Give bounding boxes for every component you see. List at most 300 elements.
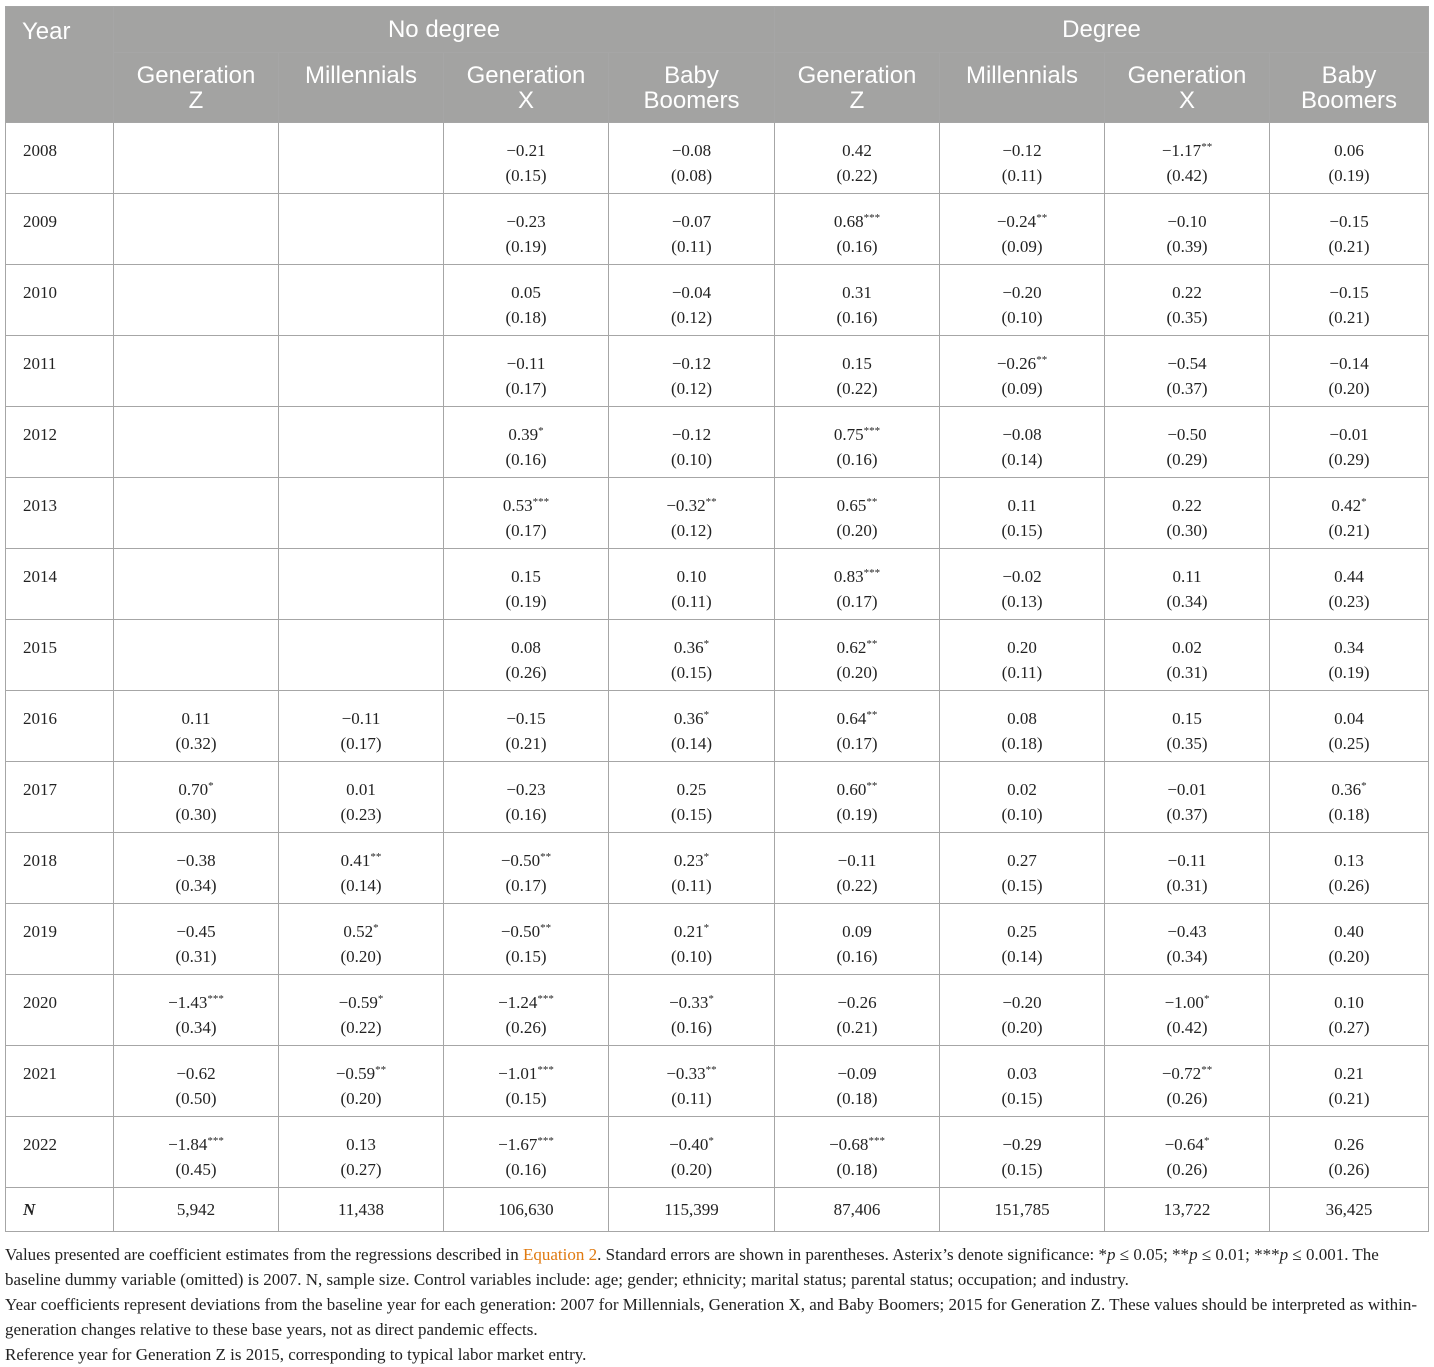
coefficient-value: 0.10 — [1334, 993, 1364, 1012]
standard-error: (0.37) — [1166, 805, 1208, 824]
coefficient-cell — [609, 762, 775, 833]
coefficient-value: 0.36 — [673, 638, 704, 657]
table-row — [6, 265, 1429, 336]
standard-error: (0.19) — [505, 592, 547, 611]
coefficient-cell — [1105, 123, 1270, 194]
standard-error: (0.21) — [1328, 521, 1370, 540]
coefficient-value: −0.72 — [1161, 1064, 1202, 1083]
significance-stars: * — [708, 993, 714, 1005]
standard-error: (0.16) — [836, 947, 878, 966]
coefficient-value: 0.25 — [1007, 922, 1037, 941]
standard-error: (0.11) — [671, 592, 712, 611]
standard-error: (0.22) — [836, 166, 878, 185]
table-row — [6, 762, 1429, 833]
standard-error: (0.18) — [1328, 805, 1370, 824]
coefficient-cell — [1270, 478, 1429, 549]
equation-2-link[interactable]: Equation 2 — [523, 1245, 598, 1264]
coefficient-cell — [444, 904, 609, 975]
coefficient-value: −0.33 — [669, 993, 709, 1012]
table-row — [6, 904, 1429, 975]
coefficient-cell — [1105, 833, 1270, 904]
coefficient-value: −0.14 — [1329, 354, 1369, 373]
no-degree-group-header: No degree — [114, 7, 775, 53]
significance-stars: *** — [863, 567, 881, 579]
coefficient-value: 0.08 — [1007, 709, 1037, 728]
coefficient-cell — [940, 1117, 1105, 1188]
standard-error: (0.10) — [670, 947, 713, 966]
standard-error: (0.15) — [1001, 521, 1043, 540]
standard-error: (0.30) — [1166, 521, 1208, 540]
coefficient-value: 0.42 — [842, 141, 872, 160]
coefficient-value: −1.67 — [498, 1135, 538, 1154]
coefficient-cell — [1270, 1046, 1429, 1117]
coefficient-cell — [1105, 691, 1270, 762]
coefficient-value: 0.26 — [1334, 1135, 1364, 1154]
coefficient-value: −0.11 — [1167, 851, 1207, 870]
standard-error: (0.32) — [175, 734, 217, 753]
coefficient-value: −0.54 — [1167, 354, 1207, 373]
note-1: Values presented are coefficient estimates from the regressions described in Equation 2. Standard errors are shown in parentheses. Asterix’s denote significance: *p ≤ 0.05; **p ≤ 0.01; ***p ≤ 0.001. The baseline dummy variable (omitted) is 2007. N, sample size. Control variables include: age; gender; ethnicity; marital status; parental status; occupation; and industry. — [5, 1245, 1379, 1289]
coefficient-value: −0.23 — [506, 780, 546, 799]
standard-error: (0.19) — [505, 237, 547, 256]
coefficient-value: 0.15 — [842, 354, 872, 373]
significance-stars: ** — [1201, 1064, 1213, 1076]
standard-error: (0.11) — [671, 237, 712, 256]
coefficient-cell — [775, 1117, 940, 1188]
standard-error: (0.09) — [1001, 379, 1043, 398]
standard-error: (0.22) — [340, 1018, 382, 1037]
coefficient-cell — [775, 407, 940, 478]
significance-stars: *** — [863, 425, 881, 437]
standard-error: (0.12) — [670, 308, 713, 327]
standard-error: (0.11) — [671, 876, 712, 895]
coefficient-cell — [1105, 904, 1270, 975]
coefficient-cell — [940, 549, 1105, 620]
significance-stars: * — [1203, 1135, 1210, 1147]
significance-stars: ** — [1036, 212, 1048, 224]
standard-error: (0.20) — [836, 521, 878, 540]
coefficient-cell — [940, 691, 1105, 762]
sample-size-cell: 13,722 — [1105, 1188, 1270, 1232]
table-notes — [5, 1242, 1428, 1367]
coefficient-value: −0.50 — [1167, 425, 1207, 444]
standard-error: (0.21) — [1328, 308, 1370, 327]
standard-error: (0.27) — [1328, 1018, 1370, 1037]
standard-error: (0.30) — [175, 805, 217, 824]
coefficient-cell — [279, 407, 444, 478]
coefficient-cell — [940, 762, 1105, 833]
generation-header: Baby Boomers — [609, 53, 775, 123]
coefficient-value: −0.32 — [666, 496, 706, 515]
significance-stars: ** — [866, 496, 878, 508]
standard-error: (0.13) — [1001, 592, 1043, 611]
standard-error: (0.21) — [1328, 1089, 1370, 1108]
coefficient-cell — [609, 478, 775, 549]
generation-header: Baby Boomers — [1270, 53, 1429, 123]
coefficient-value: 0.60 — [836, 780, 867, 799]
coefficient-cell — [279, 1117, 444, 1188]
coefficient-value: 0.31 — [842, 283, 872, 302]
standard-error: (0.34) — [175, 876, 217, 895]
coefficient-cell — [444, 833, 609, 904]
significance-stars: ** — [705, 496, 717, 508]
standard-error: (0.19) — [1328, 166, 1370, 185]
coefficient-value: −1.43 — [168, 993, 208, 1012]
standard-error: (0.15) — [505, 166, 547, 185]
coefficient-cell — [279, 620, 444, 691]
coefficient-cell — [1270, 904, 1429, 975]
table-row — [6, 691, 1429, 762]
coefficient-cell — [279, 265, 444, 336]
sample-size-cell: 106,630 — [444, 1188, 609, 1232]
coefficient-cell — [609, 904, 775, 975]
regression-table — [5, 6, 1429, 1232]
standard-error: (0.17) — [505, 379, 547, 398]
coefficient-value: 0.70 — [178, 780, 209, 799]
coefficient-cell — [609, 336, 775, 407]
coefficient-value: −1.01 — [498, 1064, 538, 1083]
coefficient-cell — [940, 478, 1105, 549]
coefficient-value: −0.59 — [338, 993, 378, 1012]
standard-error: (0.19) — [1328, 663, 1370, 682]
standard-error: (0.10) — [670, 450, 713, 469]
year-cell: 2009 — [6, 194, 114, 265]
coefficient-value: −0.45 — [176, 922, 216, 941]
coefficient-value: 0.10 — [676, 567, 707, 586]
coefficient-value: −0.09 — [837, 1064, 877, 1083]
standard-error: (0.23) — [340, 805, 382, 824]
standard-error: (0.17) — [836, 592, 878, 611]
standard-error: (0.16) — [505, 1160, 547, 1179]
standard-error: (0.42) — [1166, 166, 1208, 185]
coefficient-cell — [279, 833, 444, 904]
table-row — [6, 1046, 1429, 1117]
standard-error: (0.15) — [1001, 1160, 1043, 1179]
generation-header: Millennials — [940, 53, 1105, 123]
table-row — [6, 194, 1429, 265]
standard-error: (0.11) — [671, 1089, 712, 1108]
coefficient-cell — [775, 691, 940, 762]
standard-error: (0.25) — [1328, 734, 1370, 753]
coefficient-value: −0.12 — [671, 425, 712, 444]
coefficient-cell — [114, 194, 279, 265]
coefficient-value: 0.11 — [1007, 496, 1037, 515]
standard-error: (0.11) — [1001, 663, 1043, 682]
coefficient-cell — [609, 549, 775, 620]
significance-stars: * — [1361, 780, 1367, 792]
coefficient-value: 0.36 — [1331, 780, 1362, 799]
coefficient-cell — [775, 478, 940, 549]
year-column-header: Year — [6, 7, 114, 123]
coefficient-value: −0.11 — [837, 851, 877, 870]
coefficient-cell — [1270, 123, 1429, 194]
coefficient-cell — [444, 975, 609, 1046]
coefficient-value: −0.11 — [506, 354, 546, 373]
significance-stars: * — [208, 780, 214, 792]
standard-error: (0.11) — [1001, 166, 1043, 185]
coefficient-cell — [444, 549, 609, 620]
standard-error: (0.19) — [836, 805, 878, 824]
standard-error: (0.20) — [1001, 1018, 1043, 1037]
coefficient-cell — [940, 265, 1105, 336]
generation-header: Generation Z — [775, 53, 940, 123]
coefficient-value: −0.21 — [506, 141, 546, 160]
standard-error: (0.18) — [836, 1089, 878, 1108]
significance-stars: *** — [863, 212, 881, 224]
year-cell: 2012 — [6, 407, 114, 478]
table-row — [6, 975, 1429, 1046]
standard-error: (0.27) — [340, 1160, 382, 1179]
coefficient-cell — [609, 194, 775, 265]
standard-error: (0.20) — [670, 1160, 713, 1179]
standard-error: (0.10) — [1001, 805, 1043, 824]
coefficient-cell — [114, 691, 279, 762]
coefficient-cell — [775, 549, 940, 620]
coefficient-cell — [114, 620, 279, 691]
coefficient-cell — [444, 691, 609, 762]
coefficient-value: 0.75 — [833, 425, 864, 444]
standard-error: (0.42) — [1166, 1018, 1208, 1037]
coefficient-value: −0.24 — [996, 212, 1037, 231]
coefficient-value: 0.21 — [673, 922, 704, 941]
standard-error: (0.39) — [1166, 237, 1208, 256]
coefficient-value: 0.68 — [833, 212, 864, 231]
degree-group-header: Degree — [775, 7, 1429, 53]
coefficient-value: −0.01 — [1329, 425, 1369, 444]
standard-error: (0.29) — [1166, 450, 1208, 469]
standard-error: (0.16) — [836, 237, 878, 256]
significance-stars: ** — [705, 1064, 717, 1076]
standard-error: (0.26) — [1328, 876, 1370, 895]
coefficient-cell — [114, 336, 279, 407]
coefficient-value: 0.41 — [340, 851, 371, 870]
coefficient-cell — [940, 833, 1105, 904]
coefficient-cell — [609, 975, 775, 1046]
coefficient-cell — [279, 1046, 444, 1117]
standard-error: (0.14) — [1001, 450, 1043, 469]
coefficient-cell — [609, 1117, 775, 1188]
coefficient-value: −1.24 — [498, 993, 538, 1012]
coefficient-cell — [775, 975, 940, 1046]
significance-stars: ** — [540, 851, 552, 863]
standard-error: (0.16) — [505, 450, 547, 469]
coefficient-value: 0.62 — [836, 638, 867, 657]
coefficient-cell — [1105, 549, 1270, 620]
coefficient-cell — [1270, 407, 1429, 478]
coefficient-value: 0.23 — [673, 851, 704, 870]
standard-error: (0.17) — [505, 521, 547, 540]
standard-error: (0.35) — [1166, 734, 1208, 753]
coefficient-value: 0.52 — [343, 922, 374, 941]
coefficient-cell — [444, 1117, 609, 1188]
coefficient-cell — [279, 123, 444, 194]
coefficient-cell — [1105, 1046, 1270, 1117]
coefficient-cell — [940, 904, 1105, 975]
year-cell: 2008 — [6, 123, 114, 194]
standard-error: (0.29) — [1328, 450, 1370, 469]
standard-error: (0.15) — [670, 805, 713, 824]
coefficient-value: −0.12 — [671, 354, 712, 373]
standard-error: (0.34) — [1166, 592, 1208, 611]
significance-stars: * — [1203, 993, 1210, 1005]
coefficient-cell — [1105, 194, 1270, 265]
coefficient-value: 0.39 — [508, 425, 539, 444]
coefficient-value: −0.10 — [1167, 212, 1207, 231]
standard-error: (0.16) — [670, 1018, 713, 1037]
standard-error: (0.09) — [1001, 237, 1043, 256]
year-cell: 2022 — [6, 1117, 114, 1188]
standard-error: (0.31) — [175, 947, 217, 966]
coefficient-cell — [444, 407, 609, 478]
coefficient-value: 0.01 — [346, 780, 376, 799]
coefficient-cell — [609, 1046, 775, 1117]
coefficient-value: −0.50 — [500, 851, 541, 870]
coefficient-cell — [1105, 1117, 1270, 1188]
coefficient-cell — [114, 478, 279, 549]
year-cell: 2013 — [6, 478, 114, 549]
coefficient-cell — [114, 1117, 279, 1188]
standard-error: (0.14) — [340, 876, 382, 895]
coefficient-value: −0.04 — [671, 283, 712, 302]
standard-error: (0.22) — [836, 876, 878, 895]
coefficient-cell — [444, 1046, 609, 1117]
coefficient-cell — [1270, 833, 1429, 904]
coefficient-cell — [775, 265, 940, 336]
year-cell: 2010 — [6, 265, 114, 336]
coefficient-cell — [775, 762, 940, 833]
coefficient-value: −0.68 — [829, 1135, 869, 1154]
coefficient-value: 0.64 — [836, 709, 867, 728]
coefficient-value: −0.40 — [669, 1135, 709, 1154]
coefficient-value: 0.65 — [836, 496, 867, 515]
coefficient-cell — [114, 123, 279, 194]
coefficient-cell — [444, 478, 609, 549]
coefficient-cell — [609, 123, 775, 194]
coefficient-cell — [444, 265, 609, 336]
significance-stars: ** — [375, 1064, 387, 1076]
table-row — [6, 833, 1429, 904]
coefficient-cell — [444, 762, 609, 833]
standard-error: (0.45) — [175, 1160, 217, 1179]
standard-error: (0.31) — [1166, 876, 1208, 895]
coefficient-value: 0.05 — [511, 283, 541, 302]
coefficient-cell — [775, 336, 940, 407]
coefficient-value: −0.33 — [666, 1064, 706, 1083]
significance-stars: * — [703, 851, 710, 863]
coefficient-cell — [279, 762, 444, 833]
coefficient-cell — [114, 407, 279, 478]
coefficient-cell — [940, 620, 1105, 691]
coefficient-value: 0.22 — [1172, 283, 1202, 302]
coefficient-cell — [444, 620, 609, 691]
coefficient-value: −1.17 — [1161, 141, 1202, 160]
standard-error: (0.17) — [836, 734, 878, 753]
standard-error: (0.12) — [670, 521, 713, 540]
sample-size-cell: 5,942 — [114, 1188, 279, 1232]
generation-header: Generation Z — [114, 53, 279, 123]
coefficient-value: 0.02 — [1007, 780, 1037, 799]
significance-stars: ** — [1036, 354, 1048, 366]
standard-error: (0.16) — [836, 308, 878, 327]
standard-error: (0.10) — [1001, 308, 1043, 327]
standard-error: (0.21) — [1328, 237, 1370, 256]
significance-stars: ** — [1201, 141, 1213, 153]
coefficient-cell — [444, 123, 609, 194]
standard-error: (0.16) — [505, 805, 547, 824]
coefficient-cell — [1270, 975, 1429, 1046]
standard-error: (0.21) — [836, 1018, 878, 1037]
coefficient-value: −0.07 — [671, 212, 712, 231]
coefficient-cell — [114, 904, 279, 975]
year-cell: 2015 — [6, 620, 114, 691]
significance-stars: *** — [537, 1135, 554, 1147]
coefficient-cell — [1270, 1117, 1429, 1188]
year-cell: 2021 — [6, 1046, 114, 1117]
coefficient-cell — [1270, 762, 1429, 833]
table-row — [6, 620, 1429, 691]
standard-error: (0.15) — [1001, 876, 1043, 895]
coefficient-cell — [114, 549, 279, 620]
coefficient-value: −0.26 — [996, 354, 1037, 373]
significance-stars: ** — [866, 638, 878, 650]
coefficient-cell — [279, 478, 444, 549]
standard-error: (0.18) — [836, 1160, 878, 1179]
coefficient-cell — [1105, 975, 1270, 1046]
significance-stars: ** — [866, 709, 878, 721]
coefficient-cell — [444, 194, 609, 265]
coefficient-value: 0.36 — [673, 709, 704, 728]
coefficient-value: −0.62 — [176, 1064, 216, 1083]
table-row — [6, 549, 1429, 620]
coefficient-cell — [775, 1046, 940, 1117]
year-cell: 2016 — [6, 691, 114, 762]
coefficient-cell — [609, 407, 775, 478]
coefficient-cell — [279, 691, 444, 762]
generation-header: Generation X — [444, 53, 609, 123]
significance-stars: * — [703, 922, 710, 934]
coefficient-value: 0.20 — [1007, 638, 1037, 657]
sample-size-cell: 87,406 — [775, 1188, 940, 1232]
coefficient-value: −0.11 — [341, 709, 381, 728]
standard-error: (0.14) — [1001, 947, 1043, 966]
coefficient-cell — [1105, 407, 1270, 478]
coefficient-cell — [279, 336, 444, 407]
standard-error: (0.20) — [1328, 379, 1370, 398]
sample-size-cell: 11,438 — [279, 1188, 444, 1232]
standard-error: (0.34) — [175, 1018, 217, 1037]
coefficient-value: 0.02 — [1172, 638, 1202, 657]
coefficient-value: −0.43 — [1167, 922, 1207, 941]
table-row — [6, 123, 1429, 194]
sample-size-cell: 151,785 — [940, 1188, 1105, 1232]
coefficient-cell — [775, 904, 940, 975]
note-3: Reference year for Generation Z is 2015, corresponding to typical labor market entry. — [5, 1345, 587, 1364]
significance-stars: ** — [866, 780, 878, 792]
coefficient-cell — [114, 975, 279, 1046]
significance-stars: * — [703, 709, 710, 721]
coefficient-value: −0.23 — [506, 212, 546, 231]
coefficient-value: 0.03 — [1007, 1064, 1037, 1083]
standard-error: (0.20) — [1328, 947, 1370, 966]
coefficient-value: 0.44 — [1334, 567, 1364, 586]
standard-error: (0.34) — [1166, 947, 1208, 966]
sample-size-cell: 36,425 — [1270, 1188, 1429, 1232]
coefficient-cell — [1105, 336, 1270, 407]
significance-stars: *** — [207, 1135, 224, 1147]
standard-error: (0.26) — [505, 663, 547, 682]
coefficient-value: 0.34 — [1334, 638, 1364, 657]
generation-header: Millennials — [279, 53, 444, 123]
